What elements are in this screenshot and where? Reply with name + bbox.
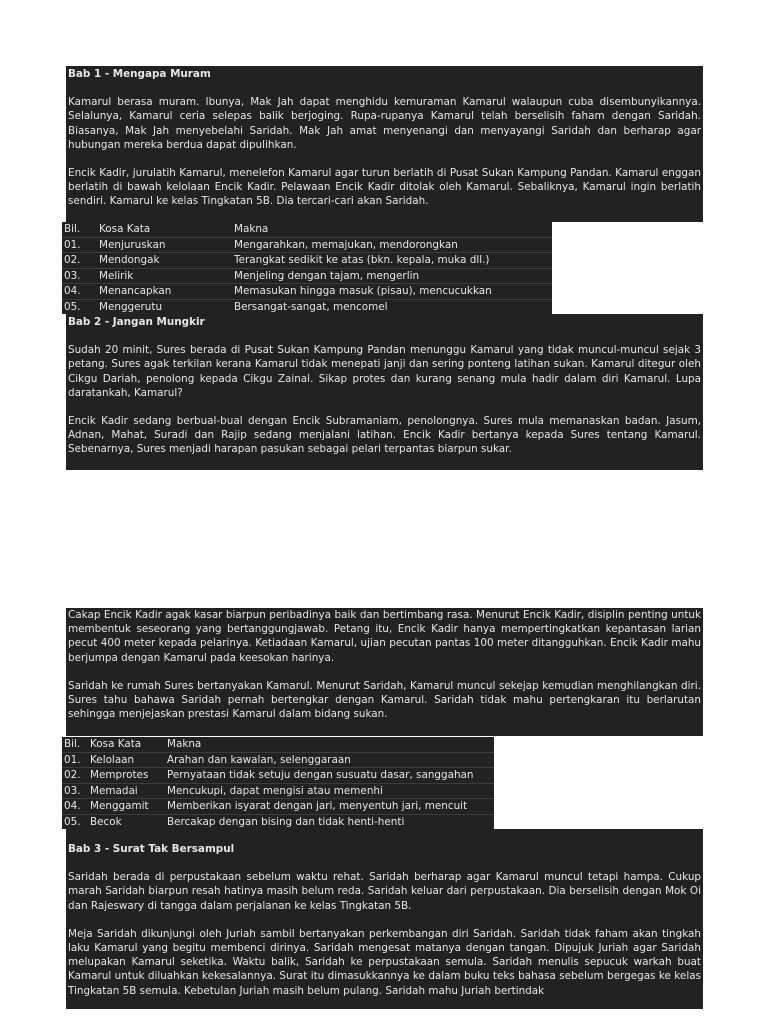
table-row bbox=[62, 237, 552, 253]
cell-makna: Pernyataan tidak setuju dengan susuatu dasar, sanggahan bbox=[165, 768, 494, 784]
cell-makna: Bersangat-sangat, mencomel bbox=[234, 300, 388, 313]
bab2-paragraph-2: Encik Kadir sedang berbual-bual dengan Encik Subramaniam, penolongnya. Sures mula memanaskan badan. Jasum, Adnan, Mahat, Suradi dan Rajip sedang menjalani latihan. Encik Kadir bertanya kepada Sures tentang Kamarul. Sebenarnya, Sures menjadi harapan pasukan sebagai pelari terpantas biarpun sukar. bbox=[68, 415, 701, 456]
cell-kosa-kata: Mendongak bbox=[97, 253, 232, 269]
bab2-paragraph-4: Saridah ke rumah Sures bertanyakan Kamarul. Menurut Saridah, Kamarul muncul sekejap kemudian menghilangkan diri. Sures tahu bahawa Saridah pernah bertengkar dengan Kamarul. Saridah tidak mahu pertengkaran itu berlarutan sehingga menjejaskan prestasi Kamarul dalam bidang sukan. bbox=[68, 679, 701, 721]
bab2-paragraph-1: Sudah 20 minit, Sures berada di Pusat Sukan Kampung Pandan menunggu Kamarul yang tidak muncul-muncul sejak 3 petang. Sures agak terkilan kerana Kamarul tidak menepati janji dan sering ponteng latihan sukan. Kamarul ditegur oleh Cikgu Dariah, penolong kepada Cikgu Zainal. Sikap protes dan kurang senang mula hadir dalam diri Kamarul. Lupa daratankah, Kamarul? bbox=[68, 344, 701, 399]
table-row bbox=[62, 799, 494, 815]
cell-makna: Memberikan isyarat dengan jari, menyentuh jari, mencuit bbox=[165, 799, 494, 815]
cell-makna: Mencukupi, dapat mengisi atau memenhi bbox=[165, 783, 494, 799]
cell-makna: Bercakap dengan bising dan tidak henti-henti bbox=[167, 815, 405, 828]
cell-makna: Arahan dan kawalan, selenggaraan bbox=[165, 752, 494, 768]
cell-kosa-kata: Melirik bbox=[97, 268, 232, 284]
table-row bbox=[62, 752, 494, 768]
cell-makna: Memasukan hingga masuk (pisau), mencucukkan bbox=[232, 284, 552, 300]
cell-kosa-kata: Menggerutu bbox=[99, 300, 163, 313]
cell-kosa-kata: Menggamit bbox=[88, 799, 165, 815]
bab3-title: Bab 3 - Surat Tak Bersampul bbox=[68, 843, 235, 855]
header-makna: Makna bbox=[165, 737, 494, 752]
bab3-section bbox=[66, 829, 703, 1009]
header-bil: Bil. bbox=[62, 737, 88, 752]
cell-kosa-kata: Menancapkan bbox=[97, 284, 232, 300]
table-header-row bbox=[62, 737, 494, 752]
cell-bil: 05. bbox=[64, 815, 81, 828]
cell-bil: 02. bbox=[62, 768, 88, 784]
bab2-continued-section bbox=[66, 608, 703, 736]
bab1-section bbox=[66, 66, 703, 222]
bab1-paragraph-1: Kamarul berasa muram. Ibunya, Mak Jah dapat menghidu kemuraman Kamarul walaupun cuba disembunyikannya. Selalunya, Kamarul ceria selepas balik berjoging. Rupa-rupanya Kamarul telah berselisih faham dengan Saridah. Biasanya, Mak Jah menyebelahi Saridah. Mak Jah amat menyenangi dan menyayangi Saridah dan berharap agar hubungan mereka berdua dapat dipulihkan. bbox=[68, 96, 701, 151]
header-kosa-kata: Kosa Kata bbox=[97, 222, 232, 237]
bab2-section bbox=[66, 314, 703, 470]
table-row bbox=[62, 814, 494, 829]
vocab-table-2 bbox=[62, 737, 494, 829]
cell-makna: Mengarahkan, memajukan, mendorongkan bbox=[232, 237, 552, 253]
cell-kosa-kata: Becok bbox=[90, 815, 122, 828]
cell-bil: 04. bbox=[62, 284, 97, 300]
bab1-paragraph-2: Encik Kadir, jurulatih Kamarul, menelefon Kamarul agar turun berlatih di Pusat Sukan Kampung Pandan. Kamarul enggan berlatih di bawah kelolaan Encik Kadir. Pelawaan Encik Kadir ditolak oleh Kamarul. Sebaliknya, Kamarul ingin berlatih sendiri. Kamarul ke kelas Tingkatan 5B. Dia tercari-cari akan Saridah. bbox=[68, 167, 701, 208]
table-row bbox=[62, 299, 552, 314]
cell-bil: 01. bbox=[62, 752, 88, 768]
cell-makna: Terangkat sedikit ke atas (bkn. kepala, muka dll.) bbox=[232, 253, 552, 269]
header-kosa-kata: Kosa Kata bbox=[88, 737, 165, 752]
header-makna: Makna bbox=[232, 222, 552, 237]
cell-bil: 04. bbox=[62, 799, 88, 815]
cell-kosa-kata: Kelolaan bbox=[88, 752, 165, 768]
bab3-paragraph-1: Saridah berada di perpustakaan sebelum waktu rehat. Saridah berharap agar Kamarul muncul tetapi hampa. Cukup marah Saridah biarpun resah hatinya masih belum reda. Saridah keluar dari perpustakaan. Dia berselisih dengan Mok Oi dan Rajeswary di tangga dalam perjalanan ke kelas Tingkatan 5B. bbox=[68, 871, 701, 912]
cell-kosa-kata: Memprotes bbox=[88, 768, 165, 784]
vocab-table-1 bbox=[62, 222, 552, 314]
bab3-paragraph-2: Meja Saridah dikunjungi oleh Juriah sambil bertanyakan perkembangan diri Saridah. Saridah tidak faham akan tingkah laku Kamarul yang begitu membenci dirinya. Saridah mengesat matanya dengan tangan. Dipujuk Juriah agar Saridah melupakan Kamarul seketika. Waktu balik, Saridah ke perpustakaan semula. Saridah menulis sepucuk warkah buat Kamarul untuk diluahkan kekesalannya. Surat itu dimasukkannya ke dalam buku teks bahasa sebelum bergegas ke kelas Tingkatan 5B semula. Kebetulan Juriah masih belum pulang. Saridah mahu Juriah bertindak bbox=[68, 927, 701, 997]
table-row bbox=[62, 253, 552, 269]
table-row bbox=[62, 768, 494, 784]
cell-bil: 03. bbox=[62, 268, 97, 284]
table-row bbox=[62, 268, 552, 284]
cell-bil: 02. bbox=[62, 253, 97, 269]
bab2-paragraph-3: Cakap Encik Kadir agak kasar biarpun peribadinya baik dan bertimbang rasa. Menurut Encik Kadir, disiplin penting untuk membentuk seseorang yang bertanggungjawab. Petang itu, Encik Kadir hanya mempertingkatkan kepantasan larian pecut 400 meter kepada pelarinya. Ketiadaan Kamarul, ujian pecutan pantas 100 meter ditangguhkan. Encik Kadir mahu berjumpa dengan Kamarul pada keesokan harinya. bbox=[68, 609, 701, 664]
cell-kosa-kata: Menjuruskan bbox=[97, 237, 232, 253]
table-row bbox=[62, 783, 494, 799]
cell-makna: Menjeling dengan tajam, mengerlin bbox=[232, 268, 552, 284]
cell-bil: 05. bbox=[64, 300, 81, 313]
table-header-row bbox=[62, 222, 552, 237]
bab2-title: Bab 2 - Jangan Mungkir bbox=[68, 316, 205, 328]
cell-bil: 03. bbox=[62, 783, 88, 799]
cell-bil: 01. bbox=[62, 237, 97, 253]
bab1-title: Bab 1 - Mengapa Muram bbox=[68, 68, 211, 80]
header-bil: Bil. bbox=[62, 222, 97, 237]
table-row bbox=[62, 284, 552, 300]
cell-kosa-kata: Memadai bbox=[88, 783, 165, 799]
